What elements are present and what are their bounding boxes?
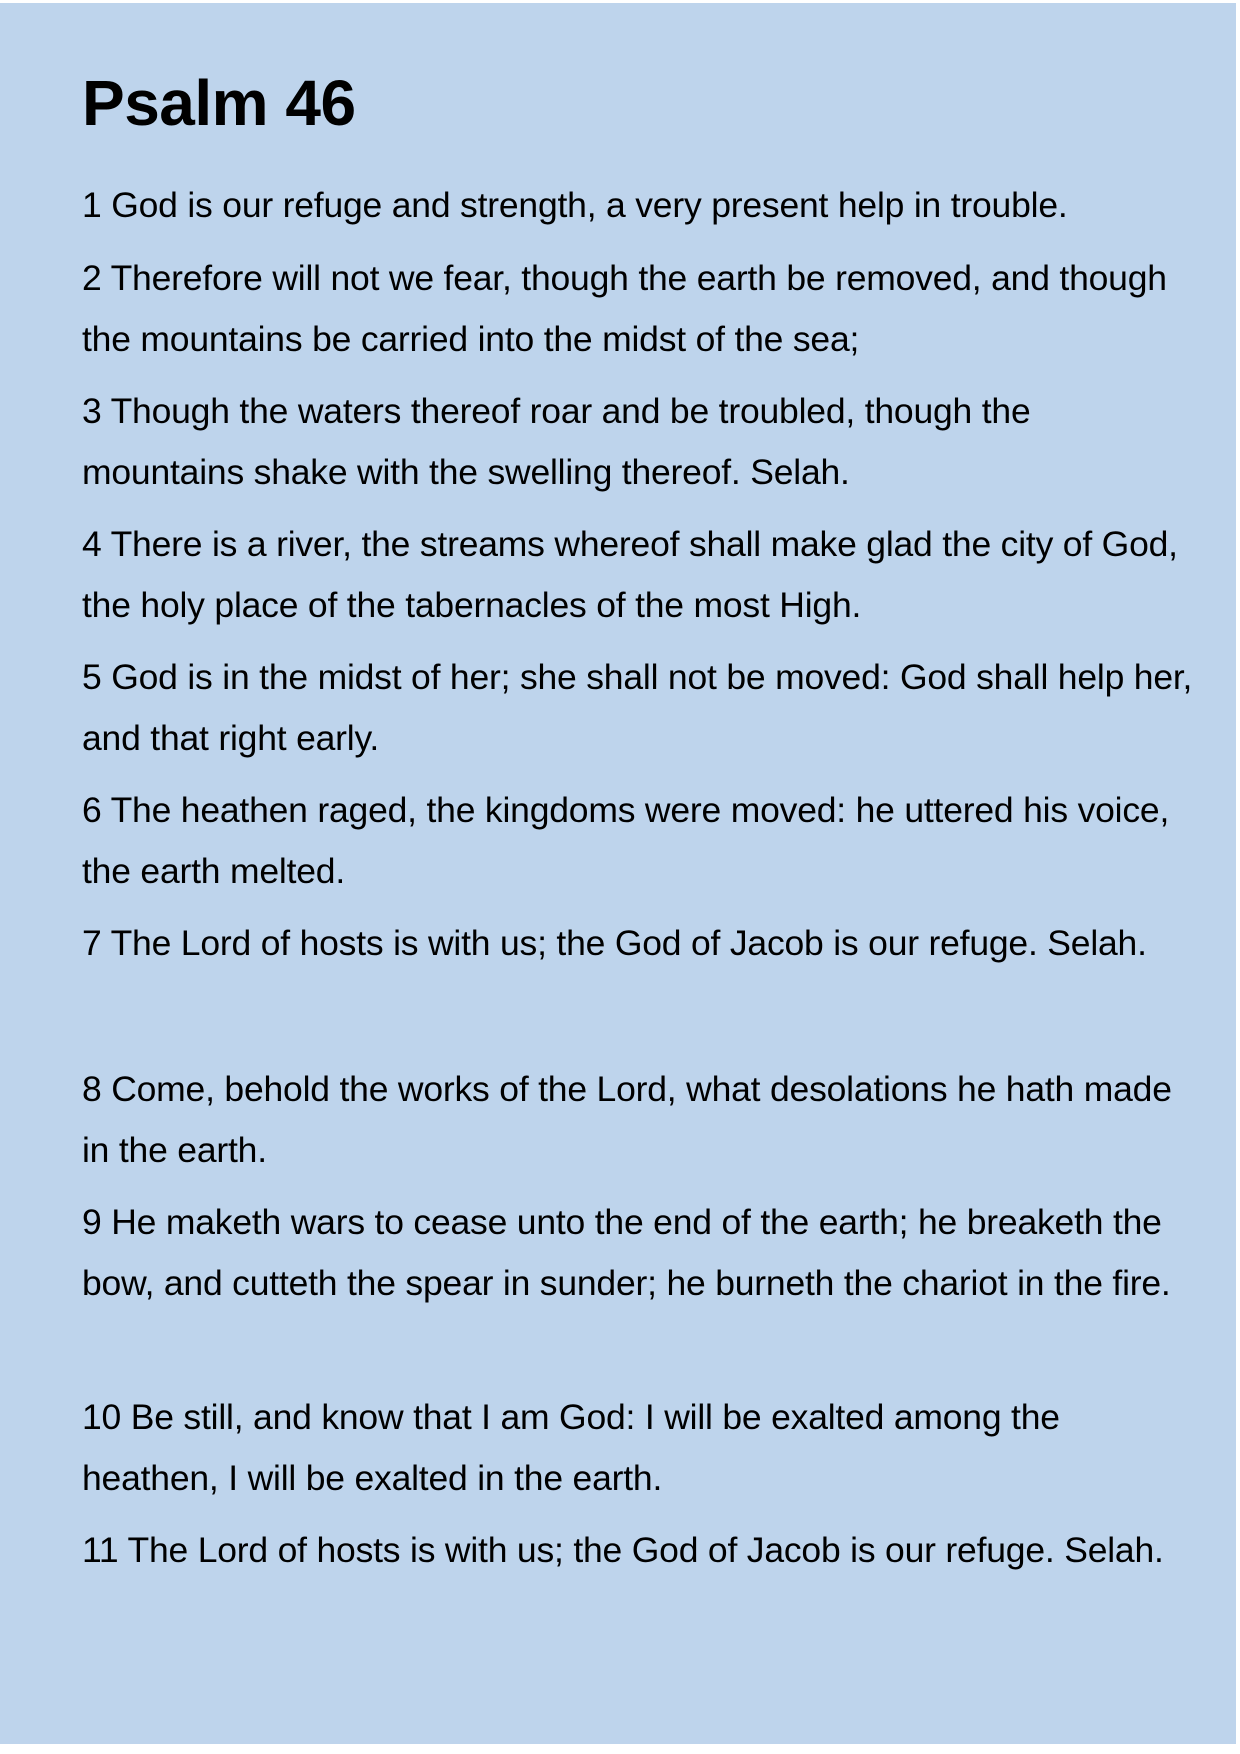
verse-9: 9 He maketh wars to cease unto the end of the earth; he breaketh the bow, and cutteth the spear in sunder; he burneth the chariot in the fire. <box>82 1202 1171 1303</box>
verse-8: 8 Come, behold the works of the Lord, what desolations he hath made in the earth. <box>82 1069 1172 1170</box>
verse-3: 3 Though the waters thereof roar and be troubled, though the mountains shake with the swelling thereof. Selah. <box>82 391 1031 492</box>
verse-7: 7 The Lord of hosts is with us; the God of Jacob is our refuge. Selah. <box>82 923 1147 963</box>
verse-5: 5 God is in the midst of her; she shall not be moved: God shall help her, and that right early. <box>82 657 1193 758</box>
verse-10: 10 Be still, and know that I am God: I will be exalted among the heathen, I will be exalted in the earth. <box>82 1397 1060 1498</box>
page-title: Psalm 46 <box>82 67 356 139</box>
verse-1: 1 God is our refuge and strength, a very present help in trouble. <box>82 185 1068 225</box>
verse-4: 4 There is a river, the streams whereof shall make glad the city of God, the holy place of the tabernacles of the most High. <box>82 524 1178 625</box>
verse-2: 2 Therefore will not we fear, though the earth be removed, and though the mountains be carried into the midst of the sea; <box>82 258 1167 359</box>
verse-11: 11 The Lord of hosts is with us; the God of Jacob is our refuge. Selah. <box>82 1530 1164 1570</box>
verse-6: 6 The heathen raged, the kingdoms were moved: he uttered his voice, the earth melted. <box>82 790 1170 891</box>
psalm-panel <box>0 3 1236 1744</box>
